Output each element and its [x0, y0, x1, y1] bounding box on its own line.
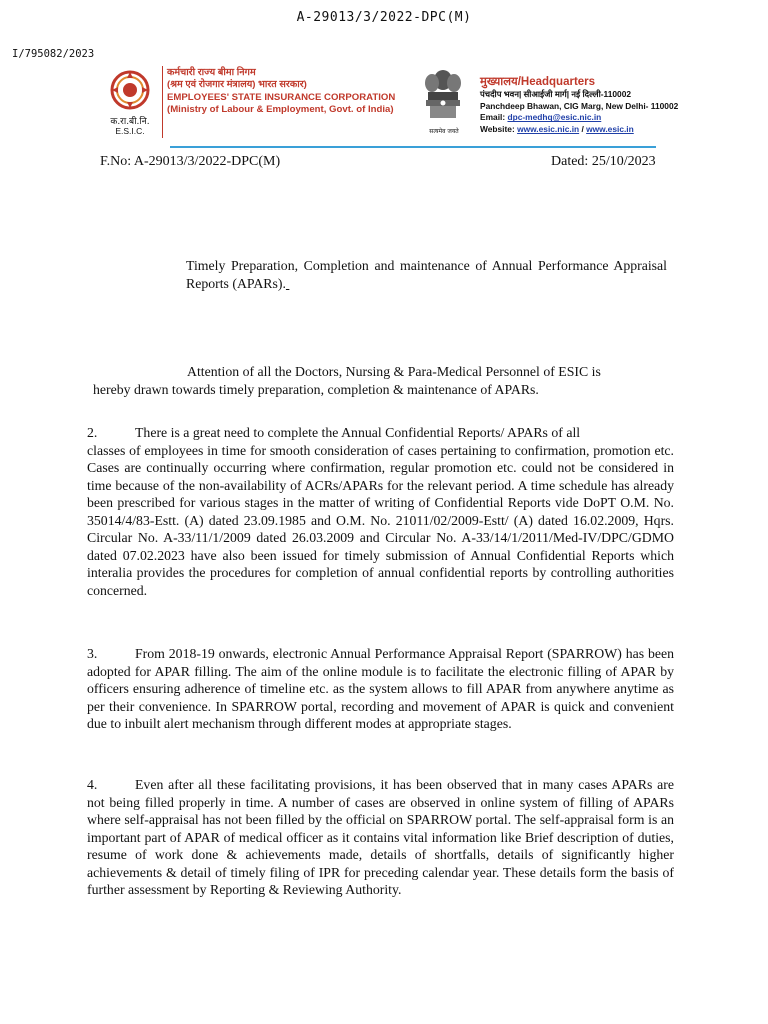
paragraph-3-number: 3.: [87, 646, 98, 661]
hq-website-line: [480, 124, 678, 136]
paragraph-4: [87, 776, 674, 899]
header-divider: [162, 66, 163, 138]
ashoka-emblem-icon: [418, 66, 468, 126]
subject-underline: [286, 276, 289, 291]
hq-address-hindi: पंचदीप भवन| सीआईजी मार्ग| नई दिल्ली-110002: [480, 89, 632, 99]
paragraph-2-first-line: [87, 424, 674, 442]
esic-abbr-hindi: क.रा.बी.नि.: [110, 117, 150, 127]
emblem-motto: सत्यमेव जयते: [429, 128, 459, 135]
org-name-hindi: कर्मचारी राज्य बीमा निगम: [167, 67, 256, 78]
website-link-1[interactable]: www.esic.nic.in: [517, 124, 580, 135]
email-label: Email:: [480, 112, 508, 123]
paragraph-3: [87, 645, 674, 733]
org-ministry-hindi: (श्रम एवं रोजगार मंत्रालय) भारत सरकार): [167, 79, 307, 91]
intro-line-1: Attention of all the Doctors, Nursing & Para-Medical Personnel of ESIC is: [187, 364, 601, 379]
date-line: Dated: 25/10/2023: [551, 154, 656, 169]
org-ministry-english: (Ministry of Labour & Employment, Govt. of India): [167, 104, 394, 116]
diary-number: I/795082/2023: [12, 48, 95, 60]
paragraph-2-body: classes of employees in time for smooth consideration of cases pertaining to confirmation, promotion etc. Cases are continually occurring where confirmation, regular promotion etc. could not be considered in time because of the non-availability of ACRs/APARs for the relevant period. A time schedule has already been prescribed for various stages in the matter of writing of Confidential Reports vide DoPT O.M. No. 35014/4/83-Estt. (A) dated 23.09.1985 and O.M. No. 21011/02/2009-Estt/ (A) dated 16.02.2009, Hqrs. Circular No. A-33/11/1/2009 dated 26.03.2009 and Circular No. A-33/14/1/2011/Med-IV/DPC/GDMO dated 07.02.2023 have also been issued for timely submission of Annual Confidential Reports which interalia provides the procedures for completion of annual confidential reports by controlling authorities concerned.: [87, 442, 674, 598]
file-reference-header: A-29013/3/2022-DPC(M): [296, 10, 472, 25]
subject: [186, 257, 667, 292]
paragraph-4-number: 4.: [87, 777, 98, 792]
organisation-name-block: [167, 67, 395, 117]
header-rule: [170, 146, 656, 148]
esic-emblem-icon: [100, 68, 160, 116]
email-link[interactable]: dpc-medhq@esic.nic.in: [507, 112, 602, 123]
website-link-2[interactable]: www.esic.in: [586, 124, 634, 135]
intro-line-2: hereby drawn towards timely preparation, completion & maintenance of APARs.: [93, 381, 539, 397]
paragraph-3-text: From 2018-19 onwards, electronic Annual Performance Appraisal Report (SPARROW) has been adopted for APAR filling. The aim of the online module is to facilitate the electronic filling of APAR by officers ensuring adherence of timeline etc. as the system allows to fill APAR from anywhere anytime as per their convenience. In SPARROW portal, recording and movement of APAR is quick and convenient due to inbuilt alert mechanism through different modes at appropriate stages.: [87, 646, 674, 731]
hq-address-english: Panchdeep Bhawan, CIG Marg, New Delhi- 110002: [480, 100, 679, 111]
paragraph-2-first-text: There is a great need to complete the Annual Confidential Reports/ APARs of all: [135, 425, 581, 440]
paragraph-2: [87, 424, 674, 599]
subject-text: Timely Preparation, Completion and maintenance of Annual Performance Appraisal Reports (APARs).: [186, 258, 667, 291]
hq-email-line: [480, 112, 678, 124]
esic-abbr-english: E.S.I.C.: [115, 126, 145, 136]
headquarters-block: [480, 75, 678, 136]
paragraph-4-text: Even after all these facilitating provisions, it has been observed that in many cases APARs are not being filled properly in time. A number of cases are observed in online system of filling of APARs where self-appraisal has not been filled by the official on SPARROW portal. The self-appraisal form is an important part of APAR of medical officer as it contains vital information like Brief description of duties, resume of work done & achievements made, details of shortfalls, details of significantly higher achievements & detail of timely filing of IPR for preceding calendar year. These details form the basis of further assessment by Reporting & Reviewing Authority.: [87, 777, 674, 897]
intro-paragraph: [87, 363, 674, 398]
website-separator: /: [579, 124, 587, 135]
hq-title: मुख्यालय/Headquarters: [480, 76, 596, 88]
paragraph-2-number: 2.: [87, 425, 98, 440]
org-name-english: EMPLOYEES' STATE INSURANCE CORPORATION: [167, 91, 396, 103]
website-label: Website:: [480, 124, 518, 135]
file-number: F.No: A-29013/3/2022-DPC(M): [100, 154, 281, 169]
